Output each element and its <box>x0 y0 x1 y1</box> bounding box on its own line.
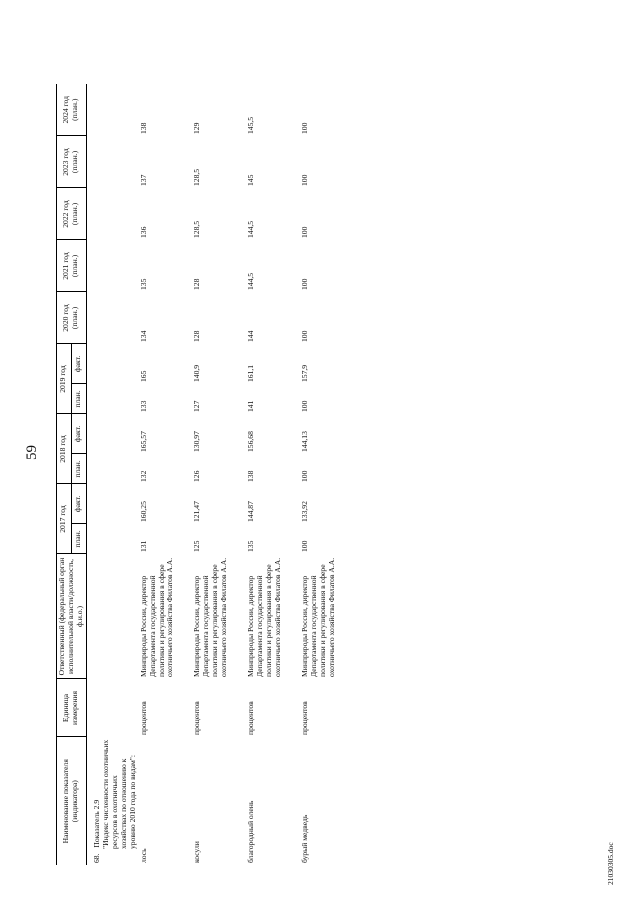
header-2018-plan: план. <box>71 454 86 484</box>
row-name: благородный олень <box>246 800 256 863</box>
row-responsible: Минприроды России, директор Департамента государственной политики и регулирования в сфере охотничьего хозяйства Филатов А.А. <box>192 557 229 677</box>
rotated-page <box>20 20 620 885</box>
value-2020: 128 <box>192 330 202 342</box>
value-2017-fact: 121,47 <box>192 501 202 522</box>
value-2019-plan: 100 <box>300 400 310 412</box>
header-2019: 2019 год <box>57 344 72 414</box>
value-2023: 128,5 <box>192 168 202 186</box>
value-2018-plan: 126 <box>192 470 202 482</box>
row-name: лось <box>138 848 148 863</box>
value-2018-fact: 165,57 <box>138 431 148 452</box>
value-2019-fact: 165 <box>138 370 148 382</box>
indicator-description: "Индекс численности охотничьих ресурсов в охотничьих хозяйствах по отношению к уровню 2010 года по видам": <box>100 739 137 849</box>
indicator-number: 68. <box>91 853 101 863</box>
value-2023: 145 <box>246 174 256 186</box>
value-2019-plan: 133 <box>138 400 148 412</box>
value-2022: 100 <box>300 226 310 238</box>
value-2018-fact: 156,68 <box>246 431 256 452</box>
value-2020: 144 <box>246 330 256 342</box>
row-responsible: Минприроды России, директор Департамента государственной политики и регулирования в сфере охотничьего хозяйства Филатов А.А. <box>300 557 336 677</box>
header-2020: 2020 год (план.) <box>57 292 87 344</box>
value-2021: 144,5 <box>246 272 256 290</box>
value-2017-plan: 131 <box>138 540 148 552</box>
header-2024: 2024 год (план.) <box>57 84 87 136</box>
header-2019-fact: факт. <box>71 344 86 384</box>
value-2017-fact: 144,87 <box>246 501 256 522</box>
value-2018-plan: 100 <box>300 470 310 482</box>
value-2018-fact: 144,13 <box>300 431 310 452</box>
value-2019-fact: 157,9 <box>300 364 310 382</box>
row-unit: процентов <box>246 701 256 735</box>
value-2018-fact: 130,97 <box>192 431 202 452</box>
indicator-title: Показатель 2.9 <box>91 799 101 848</box>
table-row <box>246 84 284 865</box>
table-header <box>57 84 87 865</box>
value-2019-plan: 141 <box>246 400 256 412</box>
value-2018-plan: 138 <box>246 470 256 482</box>
row-responsible: Минприроды России, директор Департамента государственной политики и регулирования в сфере охотничьего хозяйства Филатов А.А. <box>246 557 283 677</box>
value-2018-plan: 132 <box>138 470 148 482</box>
footer-filename: 21030305.doc <box>606 842 615 885</box>
header-unit: Единица измерения <box>57 679 87 737</box>
row-name: косули <box>192 841 202 863</box>
value-2021: 135 <box>138 278 148 290</box>
value-2020: 100 <box>300 330 310 342</box>
value-2024: 138 <box>138 122 148 134</box>
page-number: 59 <box>24 445 40 460</box>
header-2023: 2023 год (план.) <box>57 136 87 188</box>
header-2022: 2022 год (план.) <box>57 188 87 240</box>
table-row <box>300 84 338 865</box>
value-2024: 145,5 <box>246 116 256 134</box>
indicator-table <box>56 84 338 865</box>
header-responsible: Ответственный (федеральный орган исполнительной власти/должность, ф.и.о.) <box>57 554 87 679</box>
value-2022: 136 <box>138 226 148 238</box>
value-2019-plan: 127 <box>192 400 202 412</box>
value-2017-fact: 133,92 <box>300 501 310 522</box>
value-2019-fact: 161,1 <box>246 364 256 382</box>
header-2019-plan: план. <box>71 384 86 414</box>
indicator-heading-row <box>86 84 138 865</box>
value-2017-plan: 125 <box>192 540 202 552</box>
value-2017-plan: 100 <box>300 540 310 552</box>
row-name: бурый медведь <box>300 814 310 863</box>
header-2017-fact: факт. <box>71 484 86 524</box>
row-unit: процентов <box>138 701 148 735</box>
value-2023: 100 <box>300 174 310 186</box>
value-2021: 128 <box>192 278 202 290</box>
value-2017-fact: 160,25 <box>138 501 148 522</box>
header-name: Наименование показателя (индикатора) <box>57 737 87 865</box>
value-2017-plan: 135 <box>246 540 256 552</box>
header-2017-plan: план. <box>71 524 86 554</box>
header-2018: 2018 год <box>57 414 72 484</box>
row-unit: процентов <box>300 701 310 735</box>
value-2024: 100 <box>300 122 310 134</box>
header-2017: 2017 год <box>57 484 72 554</box>
value-2022: 128,5 <box>192 220 202 238</box>
table-row <box>139 84 177 865</box>
table-row <box>192 84 230 865</box>
value-2022: 144,5 <box>246 220 256 238</box>
value-2020: 134 <box>138 330 148 342</box>
value-2023: 137 <box>138 174 148 186</box>
row-unit: процентов <box>192 701 202 735</box>
value-2021: 100 <box>300 278 310 290</box>
header-2018-fact: факт. <box>71 414 86 454</box>
row-responsible: Минприроды России, директор Департамента государственной политики и регулирования в сфере охотничьего хозяйства Филатов А.А. <box>138 557 175 677</box>
value-2019-fact: 140,9 <box>192 364 202 382</box>
value-2024: 129 <box>192 122 202 134</box>
header-2021: 2021 год (план.) <box>57 240 87 292</box>
